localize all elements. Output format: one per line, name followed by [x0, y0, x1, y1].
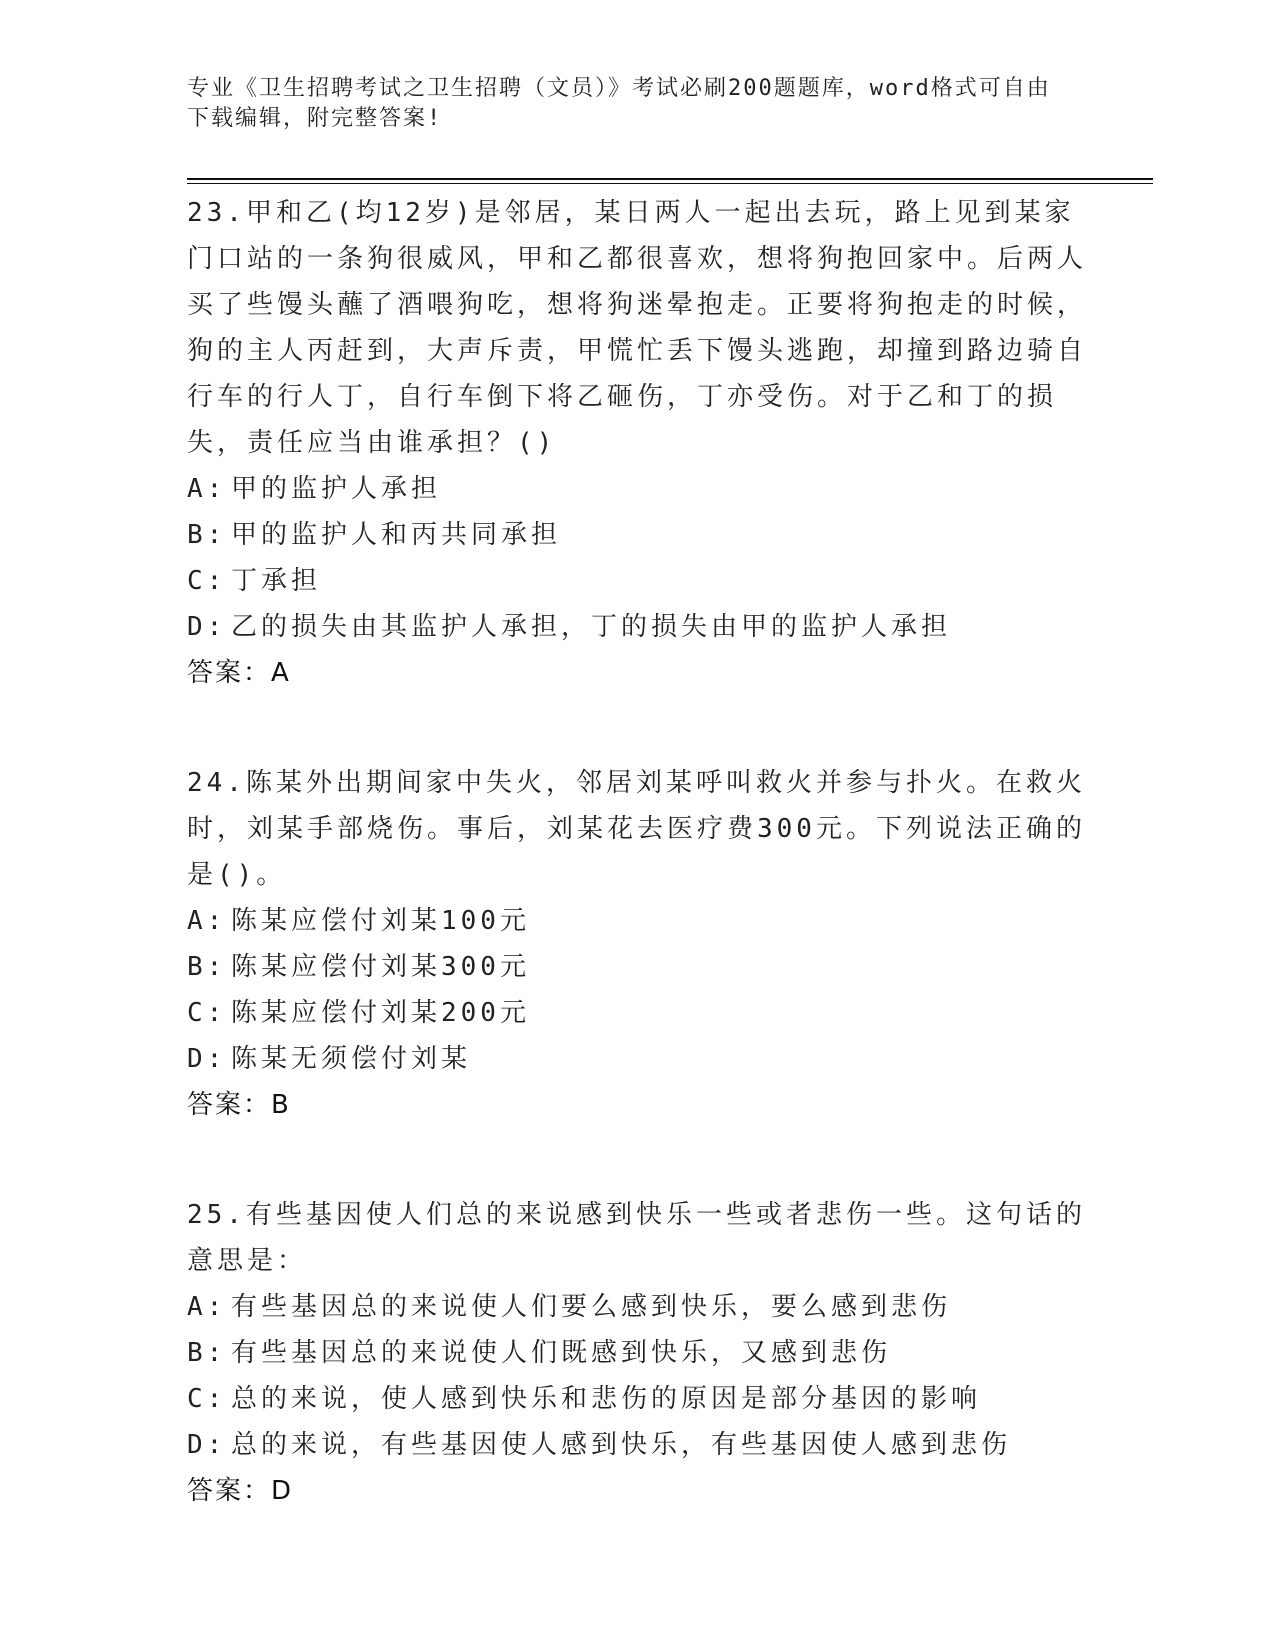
question-list: [187, 190, 1087, 1578]
option-label: D:: [187, 612, 227, 642]
option-list: [187, 898, 1087, 1082]
option-text: 乙的损失由其监护人承担，丁的损失由甲的监护人承担: [231, 612, 952, 642]
option-label: A:: [187, 474, 227, 504]
question-23: [187, 190, 1087, 696]
question-stem: 23.甲和乙(均12岁)是邻居，某日两人一起出去玩，路上见到某家门口站的一条狗很威风，甲和乙都很喜欢，想将狗抱回家中。后两人买了些馒头蘸了酒喂狗吃，想将狗迷晕抱走。正要将狗抱走的时候，狗的主人丙赶到，大声斥责，甲慌忙丢下馒头逃跑，却撞到路边骑自行车的行人丁，自行车倒下将乙砸伤，丁亦受伤。对于乙和丁的损失，责任应当由谁承担？(): [187, 198, 1088, 458]
question-25: [187, 1192, 1087, 1514]
document-header: 专业《卫生招聘考试之卫生招聘（文员）》考试必刷200题题库，word格式可自由下载编辑，附完整答案!: [187, 76, 1051, 131]
header-divider-thin: [187, 183, 1153, 184]
option-list: [187, 466, 1087, 650]
option-d: [187, 1422, 1087, 1468]
option-text: 有些基因总的来说使人们既感到快乐，又感到悲伤: [231, 1338, 892, 1368]
option-text: 总的来说，使人感到快乐和悲伤的原因是部分基因的影响: [231, 1384, 982, 1414]
option-c: [187, 1376, 1087, 1422]
option-label: C:: [187, 998, 227, 1028]
option-a: [187, 898, 1087, 944]
option-text: 陈某应偿付刘某200元: [231, 998, 530, 1028]
option-b: [187, 1330, 1087, 1376]
question-stem: 24.陈某外出期间家中失火，邻居刘某呼叫救火并参与扑火。在救火时，刘某手部烧伤。事后，刘某花去医疗费300元。下列说法正确的是()。: [187, 768, 1086, 890]
option-label: B:: [187, 1338, 227, 1368]
option-text: 有些基因总的来说使人们要么感到快乐，要么感到悲伤: [231, 1292, 952, 1322]
option-d: [187, 604, 1087, 650]
option-text: 丁承担: [231, 566, 322, 596]
option-label: B:: [187, 952, 227, 982]
option-label: D:: [187, 1044, 227, 1074]
option-label: B:: [187, 520, 227, 550]
option-c: [187, 990, 1087, 1036]
option-list: [187, 1284, 1087, 1468]
option-text: 陈某无须偿付刘某: [231, 1044, 472, 1074]
option-text: 陈某应偿付刘某100元: [231, 906, 530, 936]
option-label: C:: [187, 1384, 227, 1414]
option-text: 总的来说，有些基因使人感到快乐，有些基因使人感到悲伤: [231, 1430, 1012, 1460]
option-text: 甲的监护人和丙共同承担: [231, 520, 562, 550]
question-stem: 25.有些基因使人们总的来说感到快乐一些或者悲伤一些。这句话的意思是：: [187, 1200, 1086, 1276]
option-c: [187, 558, 1087, 604]
answer-line: 答案：D: [187, 1476, 294, 1506]
option-b: [187, 944, 1087, 990]
option-label: D:: [187, 1430, 227, 1460]
option-d: [187, 1036, 1087, 1082]
option-text: 陈某应偿付刘某300元: [231, 952, 530, 982]
option-label: A:: [187, 906, 227, 936]
answer-line: 答案：A: [187, 658, 291, 688]
option-label: A:: [187, 1292, 227, 1322]
option-a: [187, 466, 1087, 512]
option-a: [187, 1284, 1087, 1330]
option-b: [187, 512, 1087, 558]
option-text: 甲的监护人承担: [231, 474, 442, 504]
question-24: [187, 760, 1087, 1128]
option-label: C:: [187, 566, 227, 596]
header-divider-thick: [187, 178, 1153, 180]
answer-line: 答案：B: [187, 1090, 291, 1120]
